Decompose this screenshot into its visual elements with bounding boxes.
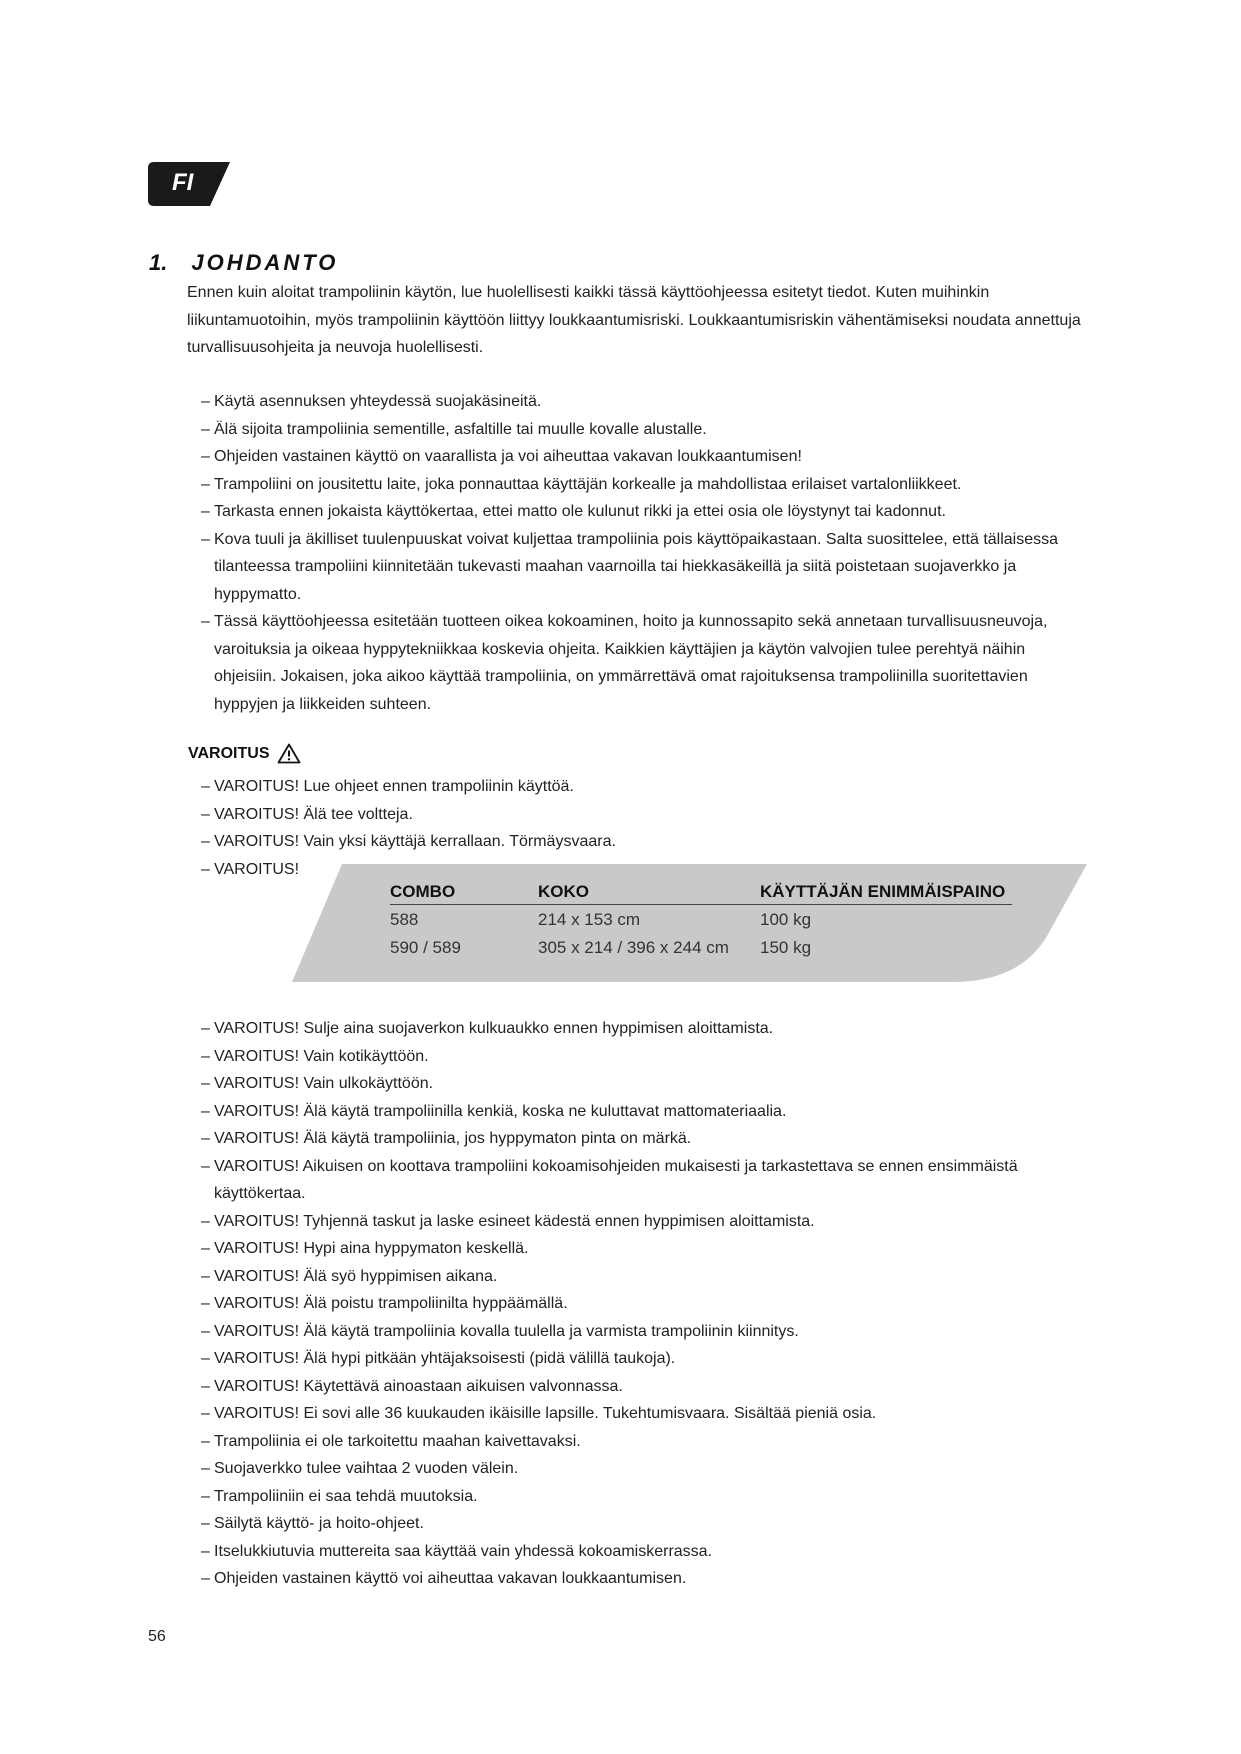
- column-header-size: KOKO: [538, 878, 760, 905]
- list-item: – VAROITUS! Tyhjennä taskut ja laske esineet kädestä ennen hyppimisen aloittamista.: [188, 1208, 1088, 1236]
- list-item: – VAROITUS! Käytettävä ainoastaan aikuisen valvonnassa.: [188, 1373, 1088, 1401]
- table-header-row: [390, 878, 1012, 905]
- column-header-max-weight: KÄYTTÄJÄN ENIMMÄISPAINO: [760, 878, 1012, 905]
- section-heading: [149, 250, 338, 276]
- table-row: [390, 933, 1012, 961]
- list-item: – Kova tuuli ja äkilliset tuulenpuuskat voivat kuljettaa trampoliinia pois käyttöpaikastaan. Salta suosittelee, että tällaisessa tilanteessa trampoliini kiinnitetään tukevasti maahan vaarnoilla tai hiekkasäkeillä ja siitä poistetaan suojaverkko ja hyppymatto.: [188, 526, 1088, 609]
- list-item: – VAROITUS! Ei sovi alle 36 kuukauden ikäisille lapsille. Tukehtumisvaara. Sisältää pieniä osia.: [188, 1400, 1088, 1428]
- list-item: – Ohjeiden vastainen käyttö voi aiheuttaa vakavan loukkaantumisen.: [188, 1565, 1088, 1593]
- table-cell: 150 kg: [760, 938, 812, 957]
- list-item: – VAROITUS! Älä käytä trampoliinilla kenkiä, koska ne kuluttavat mattomateriaalia.: [188, 1098, 1088, 1126]
- combo-table: [390, 878, 1012, 961]
- list-item: – VAROITUS! Vain yksi käyttäjä kerrallaan. Törmäysvaara.: [188, 828, 1088, 856]
- language-badge: [148, 162, 230, 206]
- intro-paragraph: Ennen kuin aloitat trampoliinin käytön, lue huolellisesti kaikki tässä käyttöohjeessa esitetyt tiedot. Kuten muihinkin liikuntamuotoihin, myös trampoliinin käyttöön liittyy loukkaantumisriski. Loukkaantumisriskin vähentämiseksi noudata annettuja turvallisuusohjeita ja neuvoja huolellisesti.: [187, 284, 1081, 356]
- list-item: – VAROITUS! Älä käytä trampoliinia kovalla tuulella ja varmista trampoliinin kiinnitys.: [188, 1318, 1088, 1346]
- table-cell: 214 x 153 cm: [538, 910, 641, 929]
- table-cell: 590 / 589: [390, 938, 461, 957]
- list-item: – VAROITUS! Lue ohjeet ennen trampoliinin käyttöä.: [188, 773, 1088, 801]
- list-item: – VAROITUS! Vain kotikäyttöön.: [188, 1043, 1088, 1071]
- table-cell: 588: [390, 910, 419, 929]
- warning-heading-label: VAROITUS: [188, 744, 270, 762]
- list-item: – VAROITUS! Älä tee voltteja.: [188, 801, 1088, 829]
- list-item: – Itselukkiutuvia muttereita saa käyttää vain yhdessä kokoamiskerrassa.: [188, 1538, 1088, 1566]
- section-title: JOHDANTO: [191, 250, 339, 275]
- list-item: – Trampoliini on jousitettu laite, joka ponnauttaa käyttäjän korkealle ja mahdollistaa erilaiset vartalonliikkeet.: [188, 471, 1088, 499]
- table-cell: 305 x 214 / 396 x 244 cm: [538, 938, 729, 957]
- list-item: – VAROITUS! Aikuisen on koottava trampoliini kokoamisohjeiden mukaisesti ja tarkastettava se ennen ensimmäistä käyttökertaa.: [188, 1153, 1088, 1208]
- list-item: – VAROITUS! Älä syö hyppimisen aikana.: [188, 1263, 1088, 1291]
- list-item: – Tarkasta ennen jokaista käyttökertaa, ettei matto ole kulunut rikki ja ettei osia ole löystynyt tai kadonnut.: [188, 498, 1088, 526]
- column-header-combo: COMBO: [390, 878, 538, 905]
- list-item: – Trampoliiniin ei saa tehdä muutoksia.: [188, 1483, 1088, 1511]
- list-item: – VAROITUS! Älä hypi pitkään yhtäjaksoisesti (pidä välillä taukoja).: [188, 1345, 1088, 1373]
- safety-list: [188, 388, 1088, 718]
- language-code: FI: [172, 169, 194, 196]
- warning-heading: [188, 743, 301, 764]
- list-item: – Älä sijoita trampoliinia sementille, asfaltille tai muulle kovalle alustalle.: [188, 416, 1088, 444]
- section-number: 1.: [149, 250, 168, 275]
- table-row: [390, 905, 1012, 934]
- list-item: – Ohjeiden vastainen käyttö on vaarallista ja voi aiheuttaa vakavan loukkaantumisen!: [188, 443, 1088, 471]
- warning-list-b: [188, 1015, 1088, 1593]
- list-item: – VAROITUS! Älä käytä trampoliinia, jos hyppymaton pinta on märkä.: [188, 1125, 1088, 1153]
- list-item: – VAROITUS! Vain ulkokäyttöön.: [188, 1070, 1088, 1098]
- table-cell: 100 kg: [760, 910, 812, 929]
- page-number: 56: [148, 1628, 166, 1645]
- list-item: – VAROITUS! Sulje aina suojaverkon kulkuaukko ennen hyppimisen aloittamista.: [188, 1015, 1088, 1043]
- list-item: – VAROITUS! Hypi aina hyppymaton keskellä.: [188, 1235, 1088, 1263]
- list-item: – Suojaverkko tulee vaihtaa 2 vuoden välein.: [188, 1455, 1088, 1483]
- warning-triangle-icon: [277, 743, 301, 764]
- list-item: – VAROITUS! Älä poistu trampoliinilta hyppäämällä.: [188, 1290, 1088, 1318]
- list-item: – Tässä käyttöohjeessa esitetään tuotteen oikea kokoaminen, hoito ja kunnossapito sekä annetaan turvallisuusneuvoja, varoituksia ja oikeaa hyppytekniikkaa koskevia ohjeita. Kaikkien käyttäjien ja käytön valvojien tulee perehtyä näihin ohjeisiin. Jokaisen, joka aikoo käyttää trampoliinia, on ymmärrettävä omat rajoituksensa trampoliinilla suoritettavien hyppyjen ja liikkeiden suhteen.: [188, 608, 1088, 718]
- list-item: – Käytä asennuksen yhteydessä suojakäsineitä.: [188, 388, 1088, 416]
- list-item: – Säilytä käyttö- ja hoito-ohjeet.: [188, 1510, 1088, 1538]
- combo-table-panel: [292, 864, 1092, 984]
- list-item: – Trampoliinia ei ole tarkoitettu maahan kaivettavaksi.: [188, 1428, 1088, 1456]
- list-item: – VAROITUS!: [188, 856, 1088, 884]
